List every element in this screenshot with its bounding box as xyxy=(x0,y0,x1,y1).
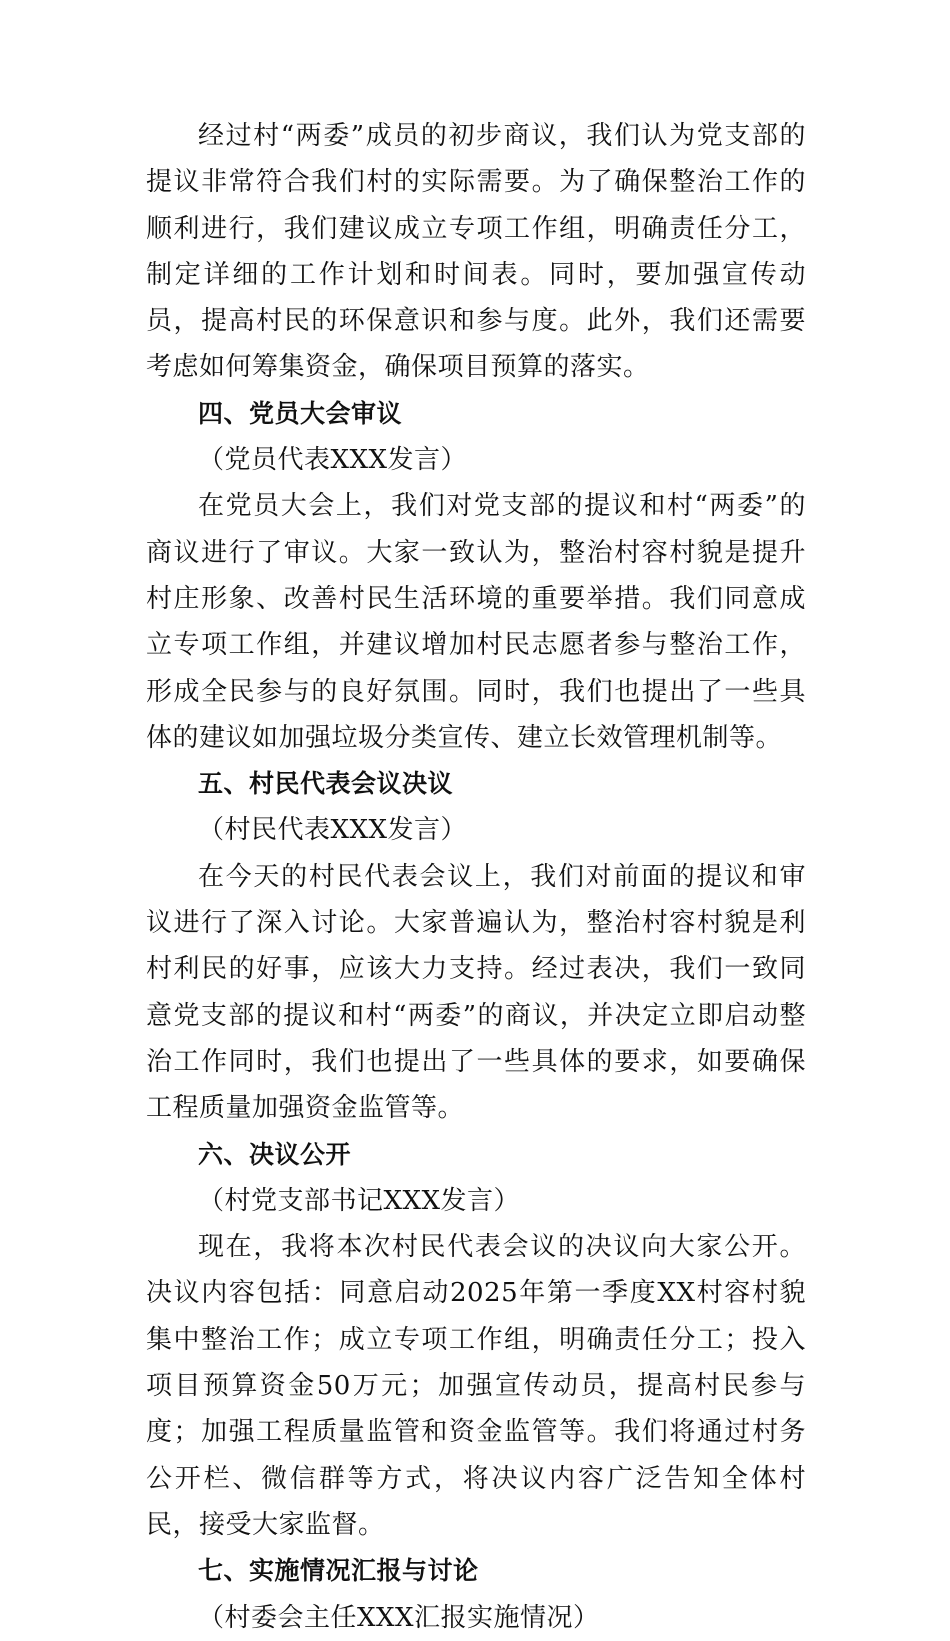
document-body xyxy=(146,113,806,1641)
speaker-note-villager-representative: （村民代表XXX发言） xyxy=(198,815,468,846)
speaker-note-party-secretary: （村党支部书记XXX发言） xyxy=(198,1185,521,1216)
section-heading-implementation-report: 七、实施情况汇报与讨论 xyxy=(198,1556,479,1586)
paragraph-party-congress-review: 在党员大会上，我们对党支部的提议和村“两委”的商议进行了审议。大家一致认为，整治村容村貌是提升村庄形象、改善村民生活环境的重要举措。我们同意成立专项工作组，并建议增加村民志愿者参与整治工作，形成全民参与的良好氛围。同时，我们也提出了一些具体的建议如加强垃圾分类宣传、建立长效管理机制等。 xyxy=(146,491,806,753)
section-heading-resolution-publicity: 六、决议公开 xyxy=(198,1139,352,1169)
speaker-note-party-representative: （党员代表XXX发言） xyxy=(198,445,468,476)
section-heading-villager-representatives: 五、村民代表会议决议 xyxy=(198,769,454,799)
speaker-note-committee-director: （村委会主任XXX汇报实施情况） xyxy=(198,1602,600,1633)
paragraph-resolution-content: 现在，我将本次村民代表会议的决议向大家公开。决议内容包括：同意启动2025年第一季度XX村容村貌集中整治工作；成立专项工作组，明确责任分工；投入项目预算资金50万元；加强宣传动员，提高村民参与度；加强工程质量监管和资金监管等。我们将通过村务公开栏、微信群等方式，将决议内容广泛告知全体村民，接受大家监督。 xyxy=(146,1232,806,1540)
paragraph-two-committees-discussion: 经过村“两委”成员的初步商议，我们认为党支部的提议非常符合我们村的实际需要。为了确保整治工作的顺利进行，我们建议成立专项工作组，明确责任分工，制定详细的工作计划和时间表。同时，要加强宣传动员，提高村民的环保意识和参与度。此外，我们还需要考虑如何筹集资金，确保项目预算的落实。 xyxy=(146,121,806,383)
section-heading-party-congress: 四、党员大会审议 xyxy=(198,398,403,428)
paragraph-villager-resolution: 在今天的村民代表会议上，我们对前面的提议和审议进行了深入讨论。大家普遍认为，整治村容村貌是利村利民的好事，应该大力支持。经过表决，我们一致同意党支部的提议和村“两委”的商议，并决定立即启动整治工作同时，我们也提出了一些具体的要求，如要确保工程质量加强资金监管等。 xyxy=(146,861,806,1124)
